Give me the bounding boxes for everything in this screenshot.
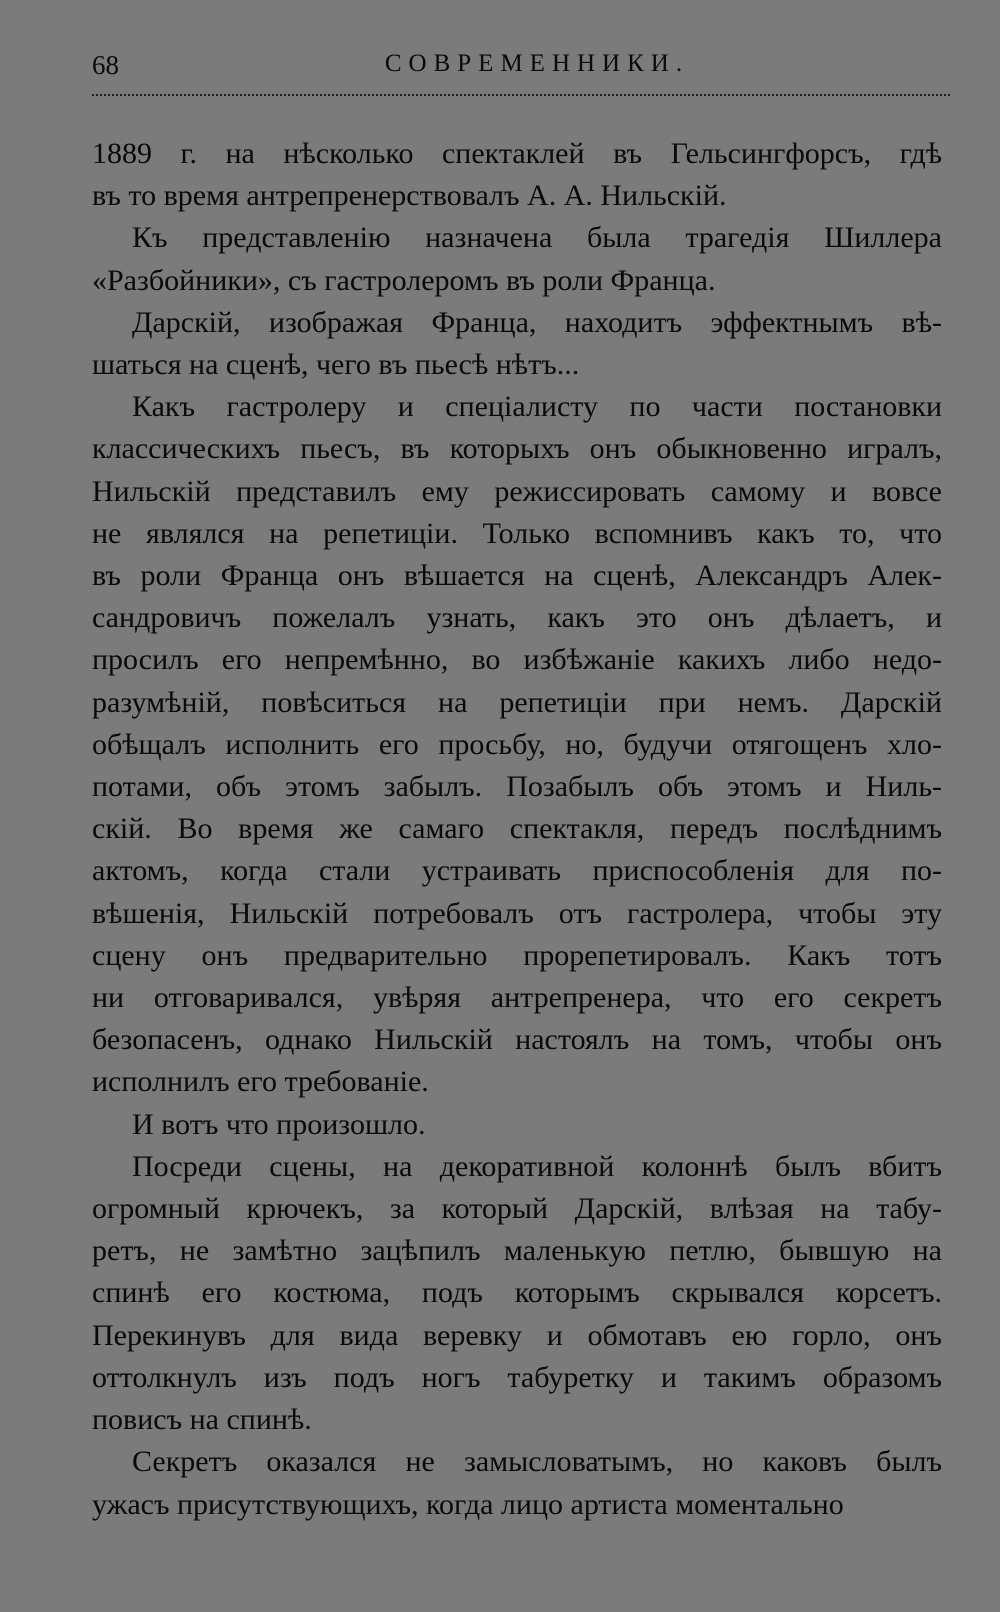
text-line: ужасъ присутствующихъ, когда лицо артиста моментально	[92, 1487, 844, 1521]
paragraph	[92, 302, 942, 386]
text-line: просилъ его непремѣнно, во избѣжаніе какихъ либо недо-	[92, 643, 942, 677]
text-line: не являлся на репетиціи. Только вспомнивъ какъ то, что	[92, 516, 942, 550]
text-line: обѣщалъ исполнить его просьбу, но, будучи отягощенъ хло-	[92, 727, 942, 761]
text-line: шаться на сценѣ, чего въ пьесѣ нѣтъ...	[92, 348, 580, 382]
paragraph	[92, 1146, 942, 1441]
text-line: спинѣ его костюма, подъ которымъ скрывался корсетъ.	[92, 1276, 942, 1310]
text-line: Перекинувъ для вида веревку и обмотавъ ею горло, онъ	[92, 1318, 942, 1352]
book-page	[92, 40, 942, 1521]
paragraph	[92, 217, 942, 301]
text-line: ни отговаривался, увѣряя антрепренера, что его секретъ	[92, 981, 942, 1015]
text-line: безопасенъ, однако Нильскій настоялъ на томъ, чтобы онъ	[92, 1023, 942, 1057]
text-line: огромный крючекъ, за который Дарскій, влѣзая на табу-	[92, 1192, 942, 1226]
text-line: Къ представленію назначена была трагедія Шиллера	[132, 221, 942, 255]
paragraph	[92, 133, 942, 217]
running-head	[92, 40, 942, 92]
text-line: Посреди сцены, на декоративной колоннѣ былъ вбитъ	[132, 1149, 942, 1183]
text-line: ретъ, не замѣтно зацѣпилъ маленькую петлю, бывшую на	[92, 1234, 942, 1268]
text-line: сандровичъ пожелалъ узнать, какъ это онъ дѣлаетъ, и	[92, 601, 942, 635]
text-line: исполнилъ его требованіе.	[92, 1065, 429, 1099]
text-line: въ то время антрепренерствовалъ А. А. Нильскій.	[92, 179, 727, 213]
text-line: актомъ, когда стали устраивать приспособленія для по-	[92, 854, 942, 888]
text-line: оттолкнулъ изъ подъ ногъ табуретку и такимъ образомъ	[92, 1360, 942, 1394]
text-line: разумѣній, повѣситься на репетиціи при немъ. Дарскій	[92, 685, 942, 719]
text-line: 1889 г. на нѣсколько спектаклей въ Гельсингфорсъ, гдѣ	[92, 137, 942, 170]
text-line: Дарскій, изображая Франца, находитъ эффектнымъ вѣ-	[132, 305, 942, 339]
header-dotted-rule	[92, 94, 950, 96]
running-title: СОВРЕМЕННИКИ.	[384, 50, 690, 77]
paragraph	[92, 386, 942, 1103]
text-line: Какъ гастролеру и спеціалисту по части постановки	[132, 390, 942, 424]
text-line: въ роли Франца онъ вѣшается на сценѣ, Александръ Алек-	[92, 559, 942, 593]
text-line: «Разбойники», съ гастролеромъ въ роли Франца.	[92, 263, 716, 297]
text-line: повисъ на спинѣ.	[92, 1403, 312, 1437]
page-number: 68	[92, 50, 119, 80]
text-line: классическихъ пьесъ, въ которыхъ онъ обыкновенно игралъ,	[92, 432, 942, 466]
paragraph	[92, 1441, 942, 1525]
text-line: вѣшенія, Нильскій потребовалъ отъ гастролера, чтобы эту	[92, 896, 942, 930]
text-line: потами, объ этомъ забылъ. Позабылъ объ этомъ и Ниль-	[92, 770, 942, 804]
text-line: И вотъ что произошло.	[132, 1107, 426, 1141]
text-line: Нильскій представилъ ему режиссировать самому и вовсе	[92, 474, 942, 508]
body-text	[92, 133, 942, 1526]
text-line: сцену онъ предварительно прорепетировалъ. Какъ тотъ	[92, 938, 942, 972]
paragraph	[92, 1104, 942, 1146]
text-line: Секретъ оказался не замысловатымъ, но каковъ былъ	[132, 1445, 942, 1479]
text-line: скій. Во время же самаго спектакля, передъ послѣднимъ	[92, 812, 942, 846]
